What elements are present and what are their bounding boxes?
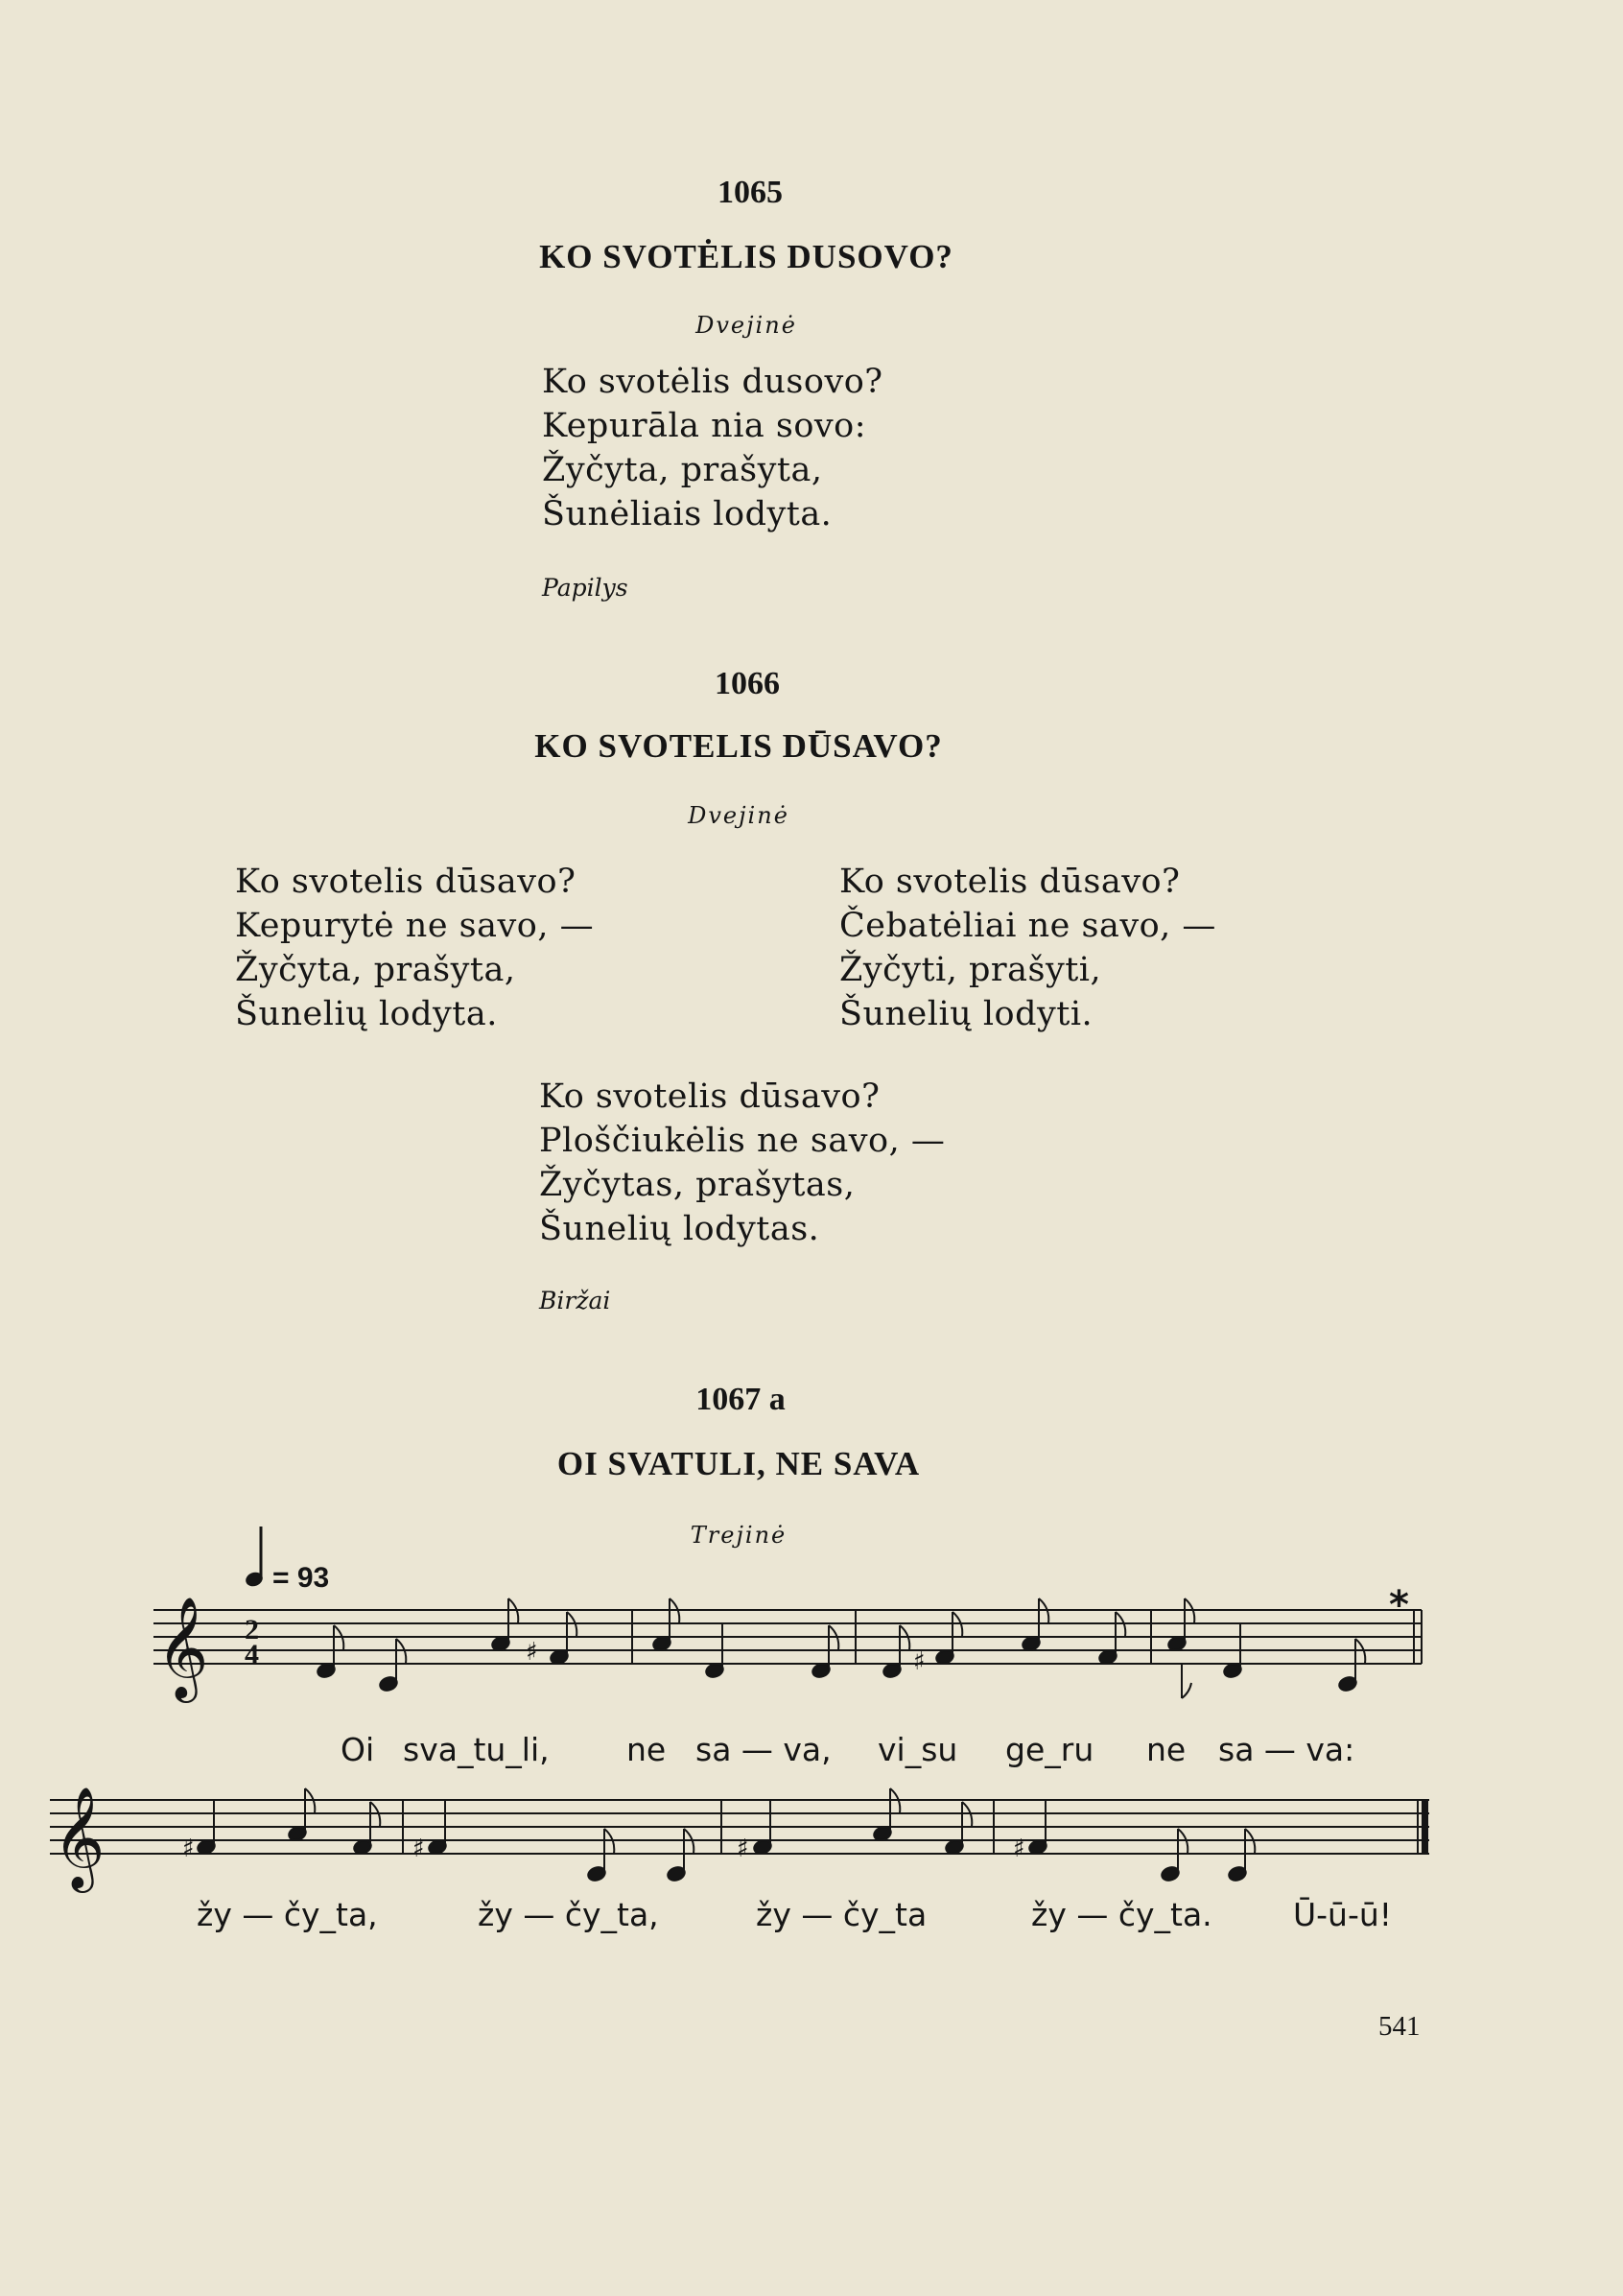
song-1066-title: KO SVOTELIS DŪSAVO? <box>534 727 943 765</box>
sharp-icon: ♯ <box>1013 1834 1025 1863</box>
sharp-icon: ♯ <box>412 1834 425 1863</box>
sharp-icon: ♯ <box>182 1834 195 1863</box>
song-1066-place: Biržai <box>539 1287 611 1314</box>
lyric-syllable: vi_su <box>878 1731 958 1768</box>
eighth-note <box>287 1788 315 1842</box>
song-1066-type: Dvejinė <box>688 802 789 829</box>
song-1067a-number: 1067 a <box>695 1382 786 1417</box>
song-1067a-type: Trejinė <box>690 1522 788 1549</box>
verse-line: Šunelių lodyti. <box>839 995 1094 1033</box>
lyric-syllable: žy — čy_ta, <box>197 1896 378 1933</box>
lyric-syllable: sva_tu_li, <box>403 1731 550 1768</box>
eighth-note <box>944 1802 972 1856</box>
verse-line: Žyčyta, prašyta, <box>542 451 823 489</box>
verse-line: Žyčytas, prašytas, <box>539 1166 856 1204</box>
asterisk-mark: * <box>1389 1583 1409 1627</box>
eighth-note <box>586 1829 614 1882</box>
lyric-syllable: ge_ru <box>1005 1731 1094 1768</box>
verse-line: Ko svotelis dūsavo? <box>839 863 1181 901</box>
tempo-value: = 93 <box>272 1562 330 1594</box>
quarter-note <box>196 1800 216 1856</box>
eighth-note <box>352 1802 380 1856</box>
verse-line: Ploščiukėlis ne savo, — <box>539 1122 946 1160</box>
page-number: 541 <box>1378 2011 1421 2042</box>
quarter-note <box>427 1800 447 1856</box>
eighth-note <box>872 1788 900 1842</box>
verse-line: Šunelių lodytas. <box>539 1210 820 1248</box>
song-1065-title: KO SVOTĖLIS DUSOVO? <box>539 238 953 275</box>
verse-line: Kepurāla nia sovo: <box>542 407 867 445</box>
treble-clef-icon: 𝄞 <box>53 1786 106 1888</box>
treble-clef-icon: 𝄞 <box>156 1596 209 1698</box>
verse-line: Ko svotelis dūsavo? <box>235 863 576 901</box>
time-signature-top: 2 <box>245 1614 259 1645</box>
verse-line: Ko svotelis dūsavo? <box>539 1077 881 1116</box>
lyric-syllable: ne <box>1146 1731 1187 1768</box>
song-1066-number: 1066 <box>715 666 780 701</box>
lyric-syllable: žy — čy_ta, <box>478 1896 659 1933</box>
verse-line: Šunelių lodyta. <box>235 995 498 1033</box>
lyric-syllable: Oi <box>341 1731 375 1768</box>
verse-line: Kepurytė ne savo, — <box>235 907 595 945</box>
lyric-syllable: žy — čy_ta. <box>1031 1896 1212 1933</box>
verse-line: Šunėliais lodyta. <box>542 495 833 533</box>
time-signature-bottom: 4 <box>245 1639 259 1670</box>
song-1065-number: 1065 <box>717 175 783 210</box>
lyric-syllable: ne <box>626 1731 667 1768</box>
lyric-syllable: žy — čy_ta <box>756 1896 928 1933</box>
sharp-icon: ♯ <box>913 1647 926 1676</box>
song-1067a-title: OI SVATULI, NE SAVA <box>556 1445 921 1482</box>
eighth-note <box>666 1829 694 1882</box>
lyric-syllable: Ū-ū-ū! <box>1293 1896 1393 1933</box>
verse-line: Žyčyti, prašyti, <box>839 951 1102 989</box>
song-1065-place: Papilys <box>542 574 628 602</box>
eighth-note <box>1160 1829 1188 1882</box>
eighth-note <box>1227 1829 1255 1882</box>
sharp-icon: ♯ <box>737 1834 749 1863</box>
lyric-syllable: sa — va, <box>695 1731 832 1768</box>
verse-line: Žyčyta, prašyta, <box>235 951 516 989</box>
quarter-note <box>1027 1800 1047 1856</box>
quarter-note <box>752 1800 772 1856</box>
verse-line: Čebatėliai ne savo, — <box>839 907 1216 945</box>
verse-line: Ko svotėlis dusovo? <box>542 363 883 401</box>
lyric-syllable: sa — va: <box>1218 1731 1355 1768</box>
song-1065-type: Dvejinė <box>695 312 797 339</box>
sharp-icon: ♯ <box>526 1638 538 1667</box>
